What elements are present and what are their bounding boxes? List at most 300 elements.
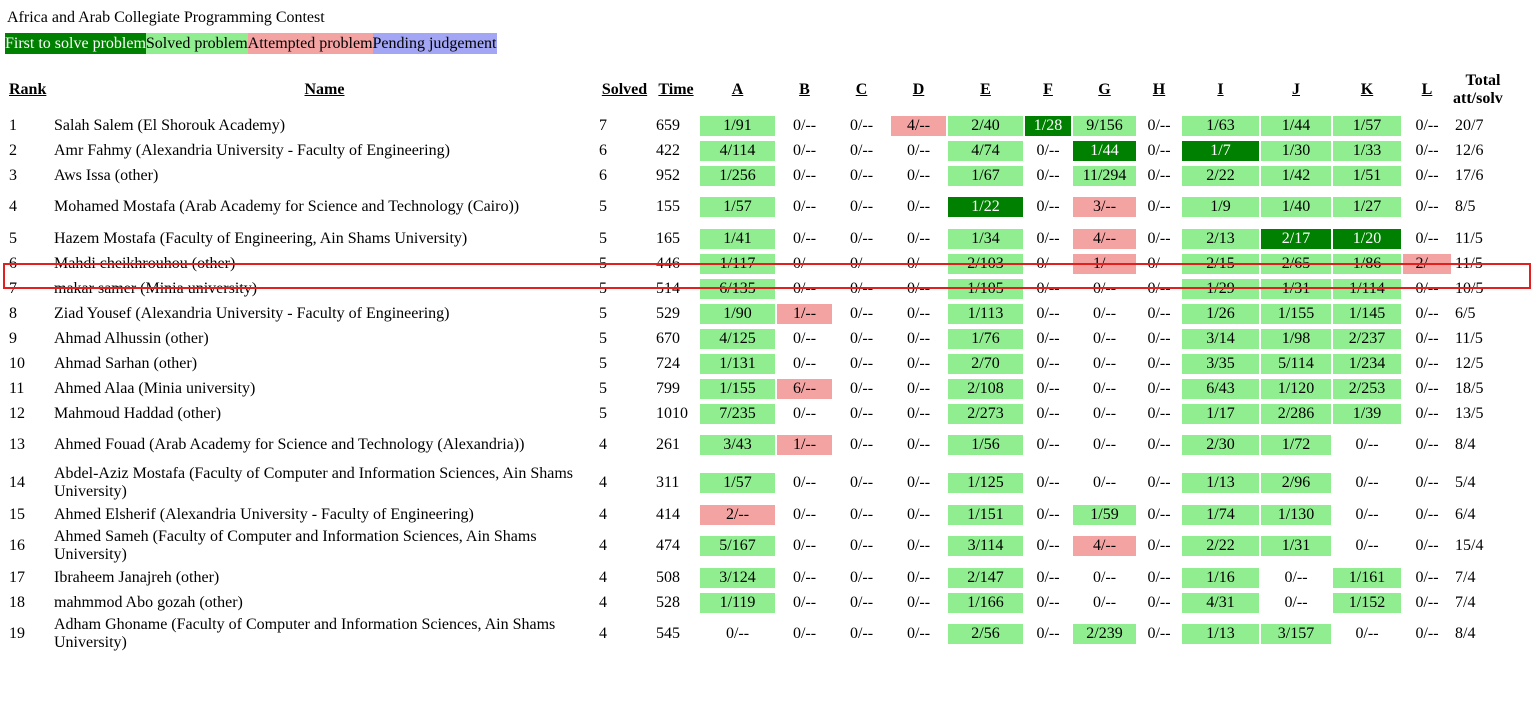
problem-cell-d [891, 351, 946, 376]
problem-result: 11/294 [1073, 166, 1136, 186]
problem-result: 3/14 [1182, 329, 1259, 349]
problem-cell-e [948, 527, 1023, 565]
problem-cell-i [1182, 565, 1259, 590]
problem-result: 0/-- [1415, 354, 1439, 372]
problem-cell-g [1073, 527, 1136, 565]
problem-result: 4/31 [1182, 593, 1259, 613]
team-name-cell: Ahmed Elsherif (Alexandria University - Faculty of Engineering) [54, 505, 474, 523]
problem-result: 1/16 [1182, 568, 1259, 588]
column-header-problem-i[interactable]: I [1217, 81, 1224, 98]
problem-result: 0/-- [792, 474, 817, 491]
problem-cell-c [834, 138, 889, 163]
problem-cell-b [777, 251, 832, 276]
problem-result: 0/-- [906, 141, 931, 159]
problem-result: 1/114 [1333, 279, 1401, 299]
team-name-cell: Adham Ghoname (Faculty of Computer and Information Sciences, Ain Shams University) [54, 616, 556, 651]
standings-table [5, 67, 1515, 653]
problem-cell-a [700, 565, 775, 590]
column-header-problem-g[interactable]: G [1098, 81, 1111, 98]
problem-cell-l [1403, 188, 1451, 226]
problem-cell-k [1333, 565, 1401, 590]
problem-cell-g [1073, 113, 1136, 138]
problem-result: 0/-- [849, 474, 874, 491]
problem-cell-j [1261, 615, 1331, 653]
problem-cell-j [1261, 565, 1331, 590]
problem-result: 0/-- [849, 304, 874, 322]
problem-cell-i [1182, 188, 1259, 226]
solved-count-cell: 5 [599, 198, 607, 215]
problem-cell-b [777, 502, 832, 527]
rank-cell: 14 [9, 474, 25, 491]
problem-cell-j [1261, 502, 1331, 527]
problem-cell-d [891, 426, 946, 464]
problem-cell-d [891, 326, 946, 351]
problem-result: 1/13 [1182, 473, 1259, 493]
problem-cell-f [1025, 565, 1071, 590]
problem-result: 6/135 [700, 279, 775, 299]
problem-result: 0/-- [1415, 625, 1439, 642]
problem-result: 4/125 [700, 329, 775, 349]
team-name-cell: Amr Fahmy (Alexandria University - Faculty of Engineering) [54, 141, 450, 159]
problem-cell-h [1138, 401, 1180, 426]
column-header-problem-c[interactable]: C [855, 81, 868, 98]
problem-result: 1/39 [1333, 404, 1401, 424]
problem-cell-a [700, 351, 775, 376]
problem-cell-k [1333, 401, 1401, 426]
problem-result: 0/-- [792, 254, 817, 272]
problem-result: 0/-- [1092, 304, 1117, 322]
problem-result: 0/-- [1355, 505, 1379, 523]
problem-cell-g [1073, 301, 1136, 326]
table-row [7, 401, 1513, 426]
problem-cell-d [891, 502, 946, 527]
problem-result: 0/-- [849, 568, 874, 586]
problem-result: 1/234 [1333, 354, 1401, 374]
problem-cell-l [1403, 527, 1451, 565]
problem-cell-j [1261, 276, 1331, 301]
column-header-problem-h[interactable]: H [1152, 81, 1166, 98]
problem-cell-l [1403, 590, 1451, 615]
problem-cell-e [948, 301, 1023, 326]
problem-cell-i [1182, 502, 1259, 527]
problem-result: 0/-- [1147, 474, 1171, 491]
problem-result: 0/-- [1147, 537, 1171, 554]
total-att-solv-cell: 8/4 [1455, 625, 1476, 642]
problem-result: 4/-- [1073, 536, 1136, 556]
column-header-problem-f[interactable]: F [1043, 81, 1053, 98]
contest-title: Africa and Arab Collegiate Programming Contest [7, 9, 325, 26]
column-header-problem-k[interactable]: K [1360, 81, 1374, 98]
column-header-problem-j[interactable]: J [1292, 81, 1300, 98]
problem-cell-k [1333, 113, 1401, 138]
team-name-cell: Mahmoud Haddad (other) [54, 404, 222, 422]
total-att-solv-cell: 6/4 [1455, 505, 1476, 523]
problem-result: 0/-- [1147, 436, 1171, 453]
table-row [7, 426, 1513, 464]
problem-result: 0/-- [849, 537, 874, 554]
problem-cell-k [1333, 351, 1401, 376]
problem-result: 0/-- [1415, 116, 1439, 134]
problem-result: 0/-- [849, 166, 874, 184]
problem-cell-i [1182, 276, 1259, 301]
problem-cell-k [1333, 590, 1401, 615]
column-header-name[interactable]: Name [304, 81, 345, 98]
problem-cell-d [891, 163, 946, 188]
problem-result: 0/-- [849, 229, 874, 247]
problem-cell-j [1261, 113, 1331, 138]
problem-result: 1/20 [1333, 229, 1401, 249]
problem-cell-j [1261, 188, 1331, 226]
problem-result: 0/-- [849, 505, 874, 523]
penalty-time-cell: 528 [656, 593, 680, 611]
problem-cell-e [948, 426, 1023, 464]
problem-result: 0/-- [792, 279, 817, 297]
problem-cell-f [1025, 426, 1071, 464]
problem-result: 1/86 [1333, 254, 1401, 274]
problem-cell-c [834, 163, 889, 188]
problem-result: 0/-- [1415, 436, 1439, 453]
problem-result: 0/-- [1036, 593, 1060, 611]
problem-result: 1/34 [948, 229, 1023, 249]
table-row [7, 326, 1513, 351]
problem-result: 1/13 [1182, 624, 1259, 644]
problem-result: 4/-- [1073, 229, 1136, 249]
problem-result: 3/124 [700, 568, 775, 588]
problem-cell-g [1073, 590, 1136, 615]
problem-cell-i [1182, 113, 1259, 138]
problem-result: 0/-- [1092, 379, 1117, 397]
problem-result: 1/22 [948, 197, 1023, 217]
problem-cell-k [1333, 276, 1401, 301]
column-header-problem-d[interactable]: D [912, 81, 925, 98]
problem-cell-a [700, 251, 775, 276]
rank-cell: 5 [9, 229, 17, 247]
problem-result: 1/125 [948, 473, 1023, 493]
problem-result: 0/-- [1036, 329, 1060, 347]
problem-result: 0/-- [792, 593, 817, 611]
problem-result: 0/-- [1036, 354, 1060, 372]
solved-count-cell: 5 [599, 354, 607, 372]
problem-cell-i [1182, 590, 1259, 615]
problem-result: 0/-- [1147, 304, 1171, 322]
problem-result: 1/57 [1333, 116, 1401, 136]
problem-cell-l [1403, 401, 1451, 426]
problem-result: 2/253 [1333, 379, 1401, 399]
problem-cell-l [1403, 464, 1451, 502]
problem-cell-f [1025, 527, 1071, 565]
table-row [7, 615, 1513, 653]
problem-result: 2/56 [948, 624, 1023, 644]
problem-result: 0/-- [1147, 166, 1171, 184]
problem-result: 1/130 [1261, 505, 1331, 525]
table-row [7, 226, 1513, 251]
penalty-time-cell: 545 [656, 625, 680, 642]
problem-result: 1/27 [1333, 197, 1401, 217]
problem-result: 0/-- [906, 254, 931, 272]
problem-cell-e [948, 188, 1023, 226]
problem-result: 6/-- [777, 379, 832, 399]
problem-cell-b [777, 138, 832, 163]
problem-cell-l [1403, 565, 1451, 590]
problem-cell-h [1138, 376, 1180, 401]
problem-cell-i [1182, 376, 1259, 401]
total-att-solv-cell: 15/4 [1455, 537, 1484, 554]
problem-result: 0/-- [1355, 436, 1379, 453]
problem-result: 0/-- [1415, 404, 1439, 422]
problem-result: 0/-- [1147, 329, 1171, 347]
problem-cell-e [948, 590, 1023, 615]
problem-result: 0/-- [792, 568, 817, 586]
penalty-time-cell: 508 [656, 568, 680, 586]
problem-cell-a [700, 615, 775, 653]
problem-cell-f [1025, 188, 1071, 226]
problem-cell-g [1073, 326, 1136, 351]
problem-result: 0/-- [1036, 505, 1060, 523]
problem-cell-f [1025, 301, 1071, 326]
rank-cell: 9 [9, 329, 17, 347]
problem-cell-l [1403, 426, 1451, 464]
problem-cell-l [1403, 251, 1451, 276]
penalty-time-cell: 514 [656, 279, 680, 297]
penalty-time-cell: 155 [656, 198, 680, 215]
problem-result: 1/56 [948, 435, 1023, 455]
problem-cell-a [700, 113, 775, 138]
problem-cell-g [1073, 615, 1136, 653]
problem-result: 0/-- [1092, 279, 1117, 297]
problem-cell-c [834, 401, 889, 426]
total-att-solv-cell: 12/6 [1455, 141, 1484, 159]
problem-result: 0/-- [1415, 229, 1439, 247]
problem-cell-h [1138, 464, 1180, 502]
problem-result: 9/156 [1073, 116, 1136, 136]
column-header-time[interactable]: Time [658, 81, 694, 98]
problem-cell-d [891, 276, 946, 301]
table-row [7, 464, 1513, 502]
table-row [7, 251, 1513, 276]
problem-result: 0/-- [1036, 379, 1060, 397]
problem-result: 0/-- [1036, 254, 1060, 272]
problem-result: 0/-- [1415, 198, 1439, 215]
problem-result: 1/9 [1182, 197, 1259, 217]
solved-count-cell: 5 [599, 279, 607, 297]
problem-result: 0/-- [906, 229, 931, 247]
problem-cell-j [1261, 326, 1331, 351]
problem-result: 0/-- [1092, 354, 1117, 372]
problem-cell-f [1025, 138, 1071, 163]
problem-cell-h [1138, 226, 1180, 251]
column-header-problem-a[interactable]: A [731, 81, 744, 98]
problem-cell-d [891, 565, 946, 590]
problem-result: 1/117 [700, 254, 775, 274]
column-header-total [1453, 67, 1513, 113]
problem-result: 1/74 [1182, 505, 1259, 525]
problem-cell-a [700, 163, 775, 188]
problem-result: 0/-- [1147, 116, 1171, 134]
table-row [7, 351, 1513, 376]
problem-result: 0/-- [1036, 474, 1060, 491]
team-name-cell: Mohamed Mostafa (Arab Academy for Science and Technology (Cairo)) [54, 198, 520, 215]
penalty-time-cell: 529 [656, 304, 680, 322]
problem-cell-i [1182, 251, 1259, 276]
rank-cell: 8 [9, 304, 17, 322]
problem-cell-i [1182, 163, 1259, 188]
problem-cell-j [1261, 226, 1331, 251]
problem-cell-a [700, 326, 775, 351]
problem-cell-l [1403, 113, 1451, 138]
problem-cell-k [1333, 138, 1401, 163]
problem-cell-f [1025, 226, 1071, 251]
problem-result: 0/-- [1147, 229, 1171, 247]
column-header-problem-l[interactable]: L [1421, 81, 1433, 98]
problem-result: 0/-- [1036, 436, 1060, 453]
problem-result: 0/-- [1415, 474, 1439, 491]
problem-cell-f [1025, 351, 1071, 376]
problem-result: 1/44 [1073, 141, 1136, 161]
problem-cell-e [948, 615, 1023, 653]
problem-result: 1/256 [700, 166, 775, 186]
problem-cell-b [777, 301, 832, 326]
problem-result: 0/-- [849, 254, 874, 272]
team-name-cell: mahmmod Abo gozah (other) [54, 593, 243, 611]
problem-result: 0/-- [792, 166, 817, 184]
column-header-rank[interactable]: Rank [9, 81, 47, 98]
total-att-solv-cell: 13/5 [1455, 404, 1484, 422]
problem-cell-b [777, 426, 832, 464]
problem-result: 1/-- [1073, 254, 1136, 274]
problem-result: 0/-- [1147, 568, 1171, 586]
problem-cell-h [1138, 276, 1180, 301]
problem-result: 0/-- [906, 304, 931, 322]
problem-cell-k [1333, 464, 1401, 502]
problem-cell-i [1182, 351, 1259, 376]
rank-cell: 7 [9, 279, 17, 297]
column-header-solved[interactable]: Solved [601, 81, 648, 98]
rank-cell: 6 [9, 254, 17, 272]
problem-cell-d [891, 527, 946, 565]
problem-result: 2/-- [700, 505, 775, 525]
problem-cell-i [1182, 401, 1259, 426]
problem-cell-g [1073, 401, 1136, 426]
problem-cell-e [948, 226, 1023, 251]
problem-cell-j [1261, 426, 1331, 464]
total-att-solv-cell: 8/4 [1455, 436, 1476, 453]
problem-cell-c [834, 527, 889, 565]
problem-cell-c [834, 565, 889, 590]
problem-cell-c [834, 276, 889, 301]
problem-cell-d [891, 615, 946, 653]
problem-cell-d [891, 464, 946, 502]
problem-cell-h [1138, 502, 1180, 527]
rank-cell: 1 [9, 116, 17, 134]
total-header-line2: att/solv [1453, 90, 1503, 107]
total-att-solv-cell: 17/6 [1455, 166, 1484, 184]
penalty-time-cell: 952 [656, 166, 680, 184]
problem-result: 0/-- [906, 354, 931, 372]
column-header-problem-b[interactable]: B [799, 81, 810, 98]
problem-result: 7/235 [700, 404, 775, 424]
problem-result: 1/105 [948, 279, 1023, 299]
problem-result: 0/-- [1147, 279, 1171, 297]
problem-result: 0/-- [1147, 254, 1171, 272]
penalty-time-cell: 659 [656, 116, 680, 134]
team-name-cell: Abdel-Aziz Mostafa (Faculty of Computer and Information Sciences, Ain Shams University) [54, 465, 573, 500]
problem-result: 2/286 [1261, 404, 1331, 424]
problem-cell-d [891, 590, 946, 615]
problem-cell-h [1138, 138, 1180, 163]
problem-result: 0/-- [906, 537, 931, 554]
table-row [7, 113, 1513, 138]
problem-result: 0/-- [1355, 625, 1379, 642]
total-att-solv-cell: 6/5 [1455, 304, 1476, 322]
problem-result: 1/67 [948, 166, 1023, 186]
problem-cell-a [700, 426, 775, 464]
problem-cell-a [700, 276, 775, 301]
problem-result: 0/-- [906, 329, 931, 347]
problem-cell-j [1261, 464, 1331, 502]
problem-cell-c [834, 464, 889, 502]
problem-cell-j [1261, 138, 1331, 163]
problem-result: 0/-- [849, 354, 874, 372]
problem-result: 2/13 [1182, 229, 1259, 249]
problem-result: 0/-- [1415, 568, 1439, 586]
problem-result: 0/-- [1036, 166, 1060, 184]
problem-result: 1/98 [1261, 329, 1331, 349]
problem-result: 2/17 [1261, 229, 1331, 249]
problem-result: 2/15 [1182, 254, 1259, 274]
problem-cell-f [1025, 615, 1071, 653]
total-att-solv-cell: 7/4 [1455, 593, 1476, 611]
total-att-solv-cell: 5/4 [1455, 474, 1476, 491]
problem-cell-d [891, 251, 946, 276]
rank-cell: 16 [9, 537, 25, 554]
problem-result: 4/74 [948, 141, 1023, 161]
problem-cell-g [1073, 376, 1136, 401]
team-name-cell: Ahmed Alaa (Minia university) [54, 379, 256, 397]
solved-count-cell: 4 [599, 474, 607, 491]
problem-result: 0/-- [906, 505, 931, 523]
problem-cell-a [700, 527, 775, 565]
problem-result: 0/-- [1355, 537, 1379, 554]
problem-result: 0/-- [1147, 141, 1171, 159]
rank-cell: 15 [9, 505, 25, 523]
problem-result: 0/-- [849, 379, 874, 397]
column-header-problem-e[interactable]: E [980, 81, 991, 98]
problem-result: 0/-- [849, 198, 874, 215]
problem-result: 0/-- [1147, 198, 1171, 215]
problem-result: 1/113 [948, 304, 1023, 324]
team-name-cell: Aws Issa (other) [54, 166, 159, 184]
total-att-solv-cell: 7/4 [1455, 568, 1476, 586]
problem-cell-b [777, 351, 832, 376]
problem-cell-b [777, 276, 832, 301]
problem-cell-g [1073, 138, 1136, 163]
penalty-time-cell: 799 [656, 379, 680, 397]
problem-result: 0/-- [849, 116, 874, 134]
problem-cell-j [1261, 401, 1331, 426]
problem-result: 0/-- [906, 625, 931, 642]
problem-result: 0/-- [1036, 304, 1060, 322]
team-name-cell: Ahmad Sarhan (other) [54, 354, 198, 372]
problem-cell-h [1138, 527, 1180, 565]
problem-result: 1/7 [1182, 141, 1259, 161]
problem-result: 0/-- [792, 537, 817, 554]
problem-result: 0/-- [792, 625, 817, 642]
problem-cell-i [1182, 326, 1259, 351]
problem-cell-l [1403, 502, 1451, 527]
rank-cell: 10 [9, 354, 25, 372]
problem-result: 0/-- [906, 593, 931, 611]
problem-result: 1/30 [1261, 141, 1331, 161]
